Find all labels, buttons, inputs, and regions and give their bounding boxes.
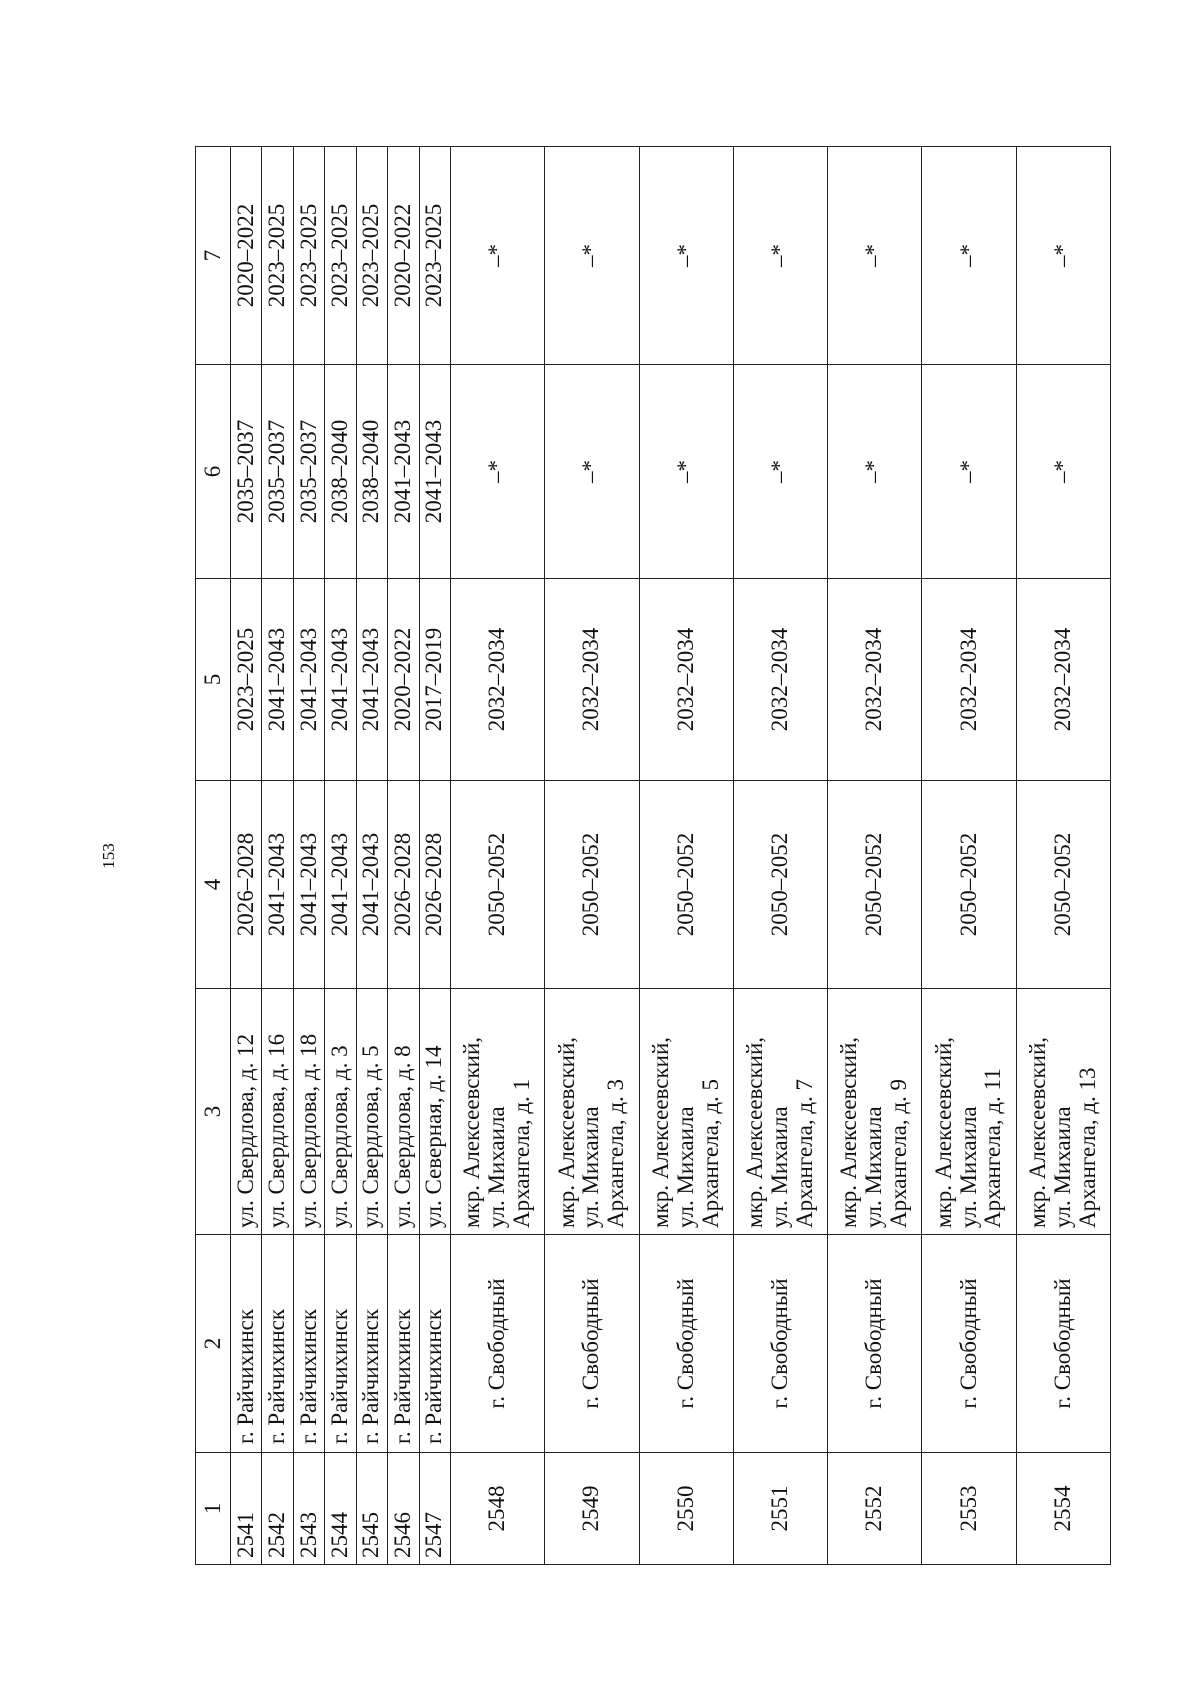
address-line: ул. Свердлова, д. 18: [295, 1033, 321, 1228]
row-number-cell: 2547: [419, 1453, 450, 1565]
period-col-7-cell: 2023–2025: [419, 147, 450, 365]
period-col-5-cell: 2041–2043: [293, 579, 324, 781]
period-col-4-cell: 2050–2052: [922, 781, 1016, 989]
schedule-table: [195, 146, 1111, 1565]
row-number-cell: 2545: [356, 1453, 387, 1565]
table-row: [922, 147, 1016, 1565]
header-col-5: 5: [196, 579, 231, 781]
row-number-cell: 2542: [262, 1453, 293, 1565]
address-cell: [325, 989, 356, 1235]
address-cell: [922, 989, 1016, 1235]
period-col-6-cell: 2041–2043: [419, 365, 450, 579]
row-number-cell: 2552: [828, 1453, 922, 1565]
table-body: [231, 147, 1111, 1565]
address-line: Архангела, д. 3: [603, 1078, 629, 1228]
period-col-5-cell: 2032–2034: [733, 579, 827, 781]
page-number: 153: [99, 843, 118, 869]
address-line: мкр. Алексеевский,: [553, 1036, 579, 1228]
table-row: [231, 147, 262, 1565]
period-col-5-cell: 2020–2022: [388, 579, 419, 781]
period-col-7-cell: 2023–2025: [262, 147, 293, 365]
period-col-4-cell: 2041–2043: [262, 781, 293, 989]
table-row: [262, 147, 293, 1565]
period-col-4-cell: 2041–2043: [325, 781, 356, 989]
period-col-5-cell: 2032–2034: [450, 579, 544, 781]
address-cell: [262, 989, 293, 1235]
row-number-cell: 2544: [325, 1453, 356, 1565]
address-line: ул. Свердлова, д. 12: [232, 1033, 258, 1228]
city-cell: г. Свободный: [545, 1235, 639, 1453]
period-col-5-cell: 2017–2019: [419, 579, 450, 781]
city-cell: г. Райчихинск: [293, 1235, 324, 1453]
row-number-cell: 2554: [1016, 1453, 1110, 1565]
period-col-5-cell: 2023–2025: [231, 579, 262, 781]
header-col-3: 3: [196, 989, 231, 1235]
row-number-cell: 2550: [639, 1453, 733, 1565]
period-col-4-cell: 2026–2028: [419, 781, 450, 989]
address-line: ул. Михаила: [861, 1106, 887, 1228]
address-cell: [639, 989, 733, 1235]
period-col-5-cell: 2032–2034: [922, 579, 1016, 781]
city-cell: г. Райчихинск: [388, 1235, 419, 1453]
period-col-4-cell: 2050–2052: [450, 781, 544, 989]
city-cell: г. Свободный: [639, 1235, 733, 1453]
row-number-cell: 2546: [388, 1453, 419, 1565]
address-cell: [545, 989, 639, 1235]
period-col-7-cell: –*: [545, 147, 639, 365]
table-row: [293, 147, 324, 1565]
address-line: мкр. Алексеевский,: [930, 1036, 956, 1228]
period-col-6-cell: 2035–2037: [293, 365, 324, 579]
address-line: ул. Михаила: [1049, 1106, 1075, 1228]
row-number-cell: 2551: [733, 1453, 827, 1565]
header-col-7: 7: [196, 147, 231, 365]
table-row: [828, 147, 922, 1565]
address-line: мкр. Алексеевский,: [742, 1036, 768, 1228]
header-col-4: 4: [196, 781, 231, 989]
row-number-cell: 2549: [545, 1453, 639, 1565]
row-number-cell: 2541: [231, 1453, 262, 1565]
city-cell: г. Райчихинск: [231, 1235, 262, 1453]
row-number-cell: 2553: [922, 1453, 1016, 1565]
address-line: ул. Свердлова, д. 5: [358, 1045, 384, 1228]
period-col-5-cell: 2041–2043: [325, 579, 356, 781]
table-row: [639, 147, 733, 1565]
address-line: ул. Северная, д. 14: [421, 1045, 447, 1228]
period-col-7-cell: –*: [639, 147, 733, 365]
period-col-6-cell: 2035–2037: [231, 365, 262, 579]
address-line: ул. Свердлова, д. 8: [389, 1045, 415, 1228]
period-col-5-cell: 2032–2034: [828, 579, 922, 781]
address-line: Архангела, д. 5: [697, 1078, 723, 1228]
header-col-2: 2: [196, 1235, 231, 1453]
period-col-5-cell: 2032–2034: [545, 579, 639, 781]
table-row: [450, 147, 544, 1565]
city-cell: г. Райчихинск: [419, 1235, 450, 1453]
city-cell: г. Свободный: [733, 1235, 827, 1453]
period-col-4-cell: 2050–2052: [1016, 781, 1110, 989]
table-row: [733, 147, 827, 1565]
period-col-7-cell: –*: [733, 147, 827, 365]
period-col-7-cell: 2023–2025: [325, 147, 356, 365]
address-line: ул. Михаила: [578, 1106, 604, 1228]
row-number-cell: 2543: [293, 1453, 324, 1565]
city-cell: г. Свободный: [922, 1235, 1016, 1453]
address-line: Архангела, д. 13: [1074, 1067, 1100, 1228]
address-line: мкр. Алексеевский,: [1025, 1036, 1051, 1228]
address-line: ул. Михаила: [767, 1106, 793, 1228]
city-cell: г. Райчихинск: [262, 1235, 293, 1453]
address-line: ул. Михаила: [672, 1106, 698, 1228]
period-col-6-cell: 2038–2040: [356, 365, 387, 579]
address-line: мкр. Алексеевский,: [836, 1036, 862, 1228]
address-cell: [293, 989, 324, 1235]
address-cell: [231, 989, 262, 1235]
period-col-4-cell: 2050–2052: [545, 781, 639, 989]
header-col-6: 6: [196, 365, 231, 579]
table-row: [356, 147, 387, 1565]
period-col-4-cell: 2026–2028: [231, 781, 262, 989]
header-col-1: 1: [196, 1453, 231, 1565]
address-line: ул. Михаила: [955, 1106, 981, 1228]
period-col-4-cell: 2026–2028: [388, 781, 419, 989]
city-cell: г. Свободный: [828, 1235, 922, 1453]
city-cell: г. Свободный: [1016, 1235, 1110, 1453]
period-col-6-cell: 2035–2037: [262, 365, 293, 579]
table-row: [545, 147, 639, 1565]
city-cell: г. Свободный: [450, 1235, 544, 1453]
period-col-4-cell: 2050–2052: [639, 781, 733, 989]
period-col-7-cell: 2020–2022: [231, 147, 262, 365]
period-col-4-cell: 2050–2052: [828, 781, 922, 989]
address-cell: [828, 989, 922, 1235]
period-col-7-cell: –*: [1016, 147, 1110, 365]
period-col-7-cell: –*: [922, 147, 1016, 365]
address-line: ул. Свердлова, д. 3: [327, 1045, 353, 1228]
rotated-table-frame: [195, 147, 1111, 1565]
period-col-7-cell: 2020–2022: [388, 147, 419, 365]
period-col-7-cell: 2023–2025: [356, 147, 387, 365]
period-col-7-cell: 2023–2025: [293, 147, 324, 365]
period-col-6-cell: –*: [639, 365, 733, 579]
address-line: Архангела, д. 9: [886, 1078, 912, 1228]
period-col-6-cell: 2041–2043: [388, 365, 419, 579]
period-col-6-cell: –*: [545, 365, 639, 579]
table-row: [388, 147, 419, 1565]
period-col-5-cell: 2041–2043: [262, 579, 293, 781]
address-cell: [450, 989, 544, 1235]
city-cell: г. Райчихинск: [325, 1235, 356, 1453]
period-col-6-cell: –*: [450, 365, 544, 579]
address-line: Архангела, д. 1: [509, 1078, 534, 1228]
address-cell: [419, 989, 450, 1235]
period-col-6-cell: –*: [922, 365, 1016, 579]
address-line: ул. Михаила: [484, 1106, 510, 1228]
address-line: мкр. Алексеевский,: [459, 1036, 485, 1228]
header-row: [196, 147, 231, 1565]
row-number-cell: 2548: [450, 1453, 544, 1565]
period-col-4-cell: 2041–2043: [356, 781, 387, 989]
address-cell: [356, 989, 387, 1235]
period-col-6-cell: –*: [828, 365, 922, 579]
address-line: мкр. Алексеевский,: [647, 1036, 673, 1228]
period-col-5-cell: 2041–2043: [356, 579, 387, 781]
schedule-table-container: [195, 147, 1111, 1565]
period-col-5-cell: 2032–2034: [1016, 579, 1110, 781]
period-col-4-cell: 2041–2043: [293, 781, 324, 989]
period-col-6-cell: –*: [1016, 365, 1110, 579]
address-cell: [733, 989, 827, 1235]
period-col-5-cell: 2032–2034: [639, 579, 733, 781]
table-row: [419, 147, 450, 1565]
period-col-7-cell: –*: [828, 147, 922, 365]
address-cell: [1016, 989, 1110, 1235]
table-row: [1016, 147, 1110, 1565]
period-col-4-cell: 2050–2052: [733, 781, 827, 989]
address-line: Архангела, д. 7: [791, 1078, 817, 1228]
address-cell: [388, 989, 419, 1235]
city-cell: г. Райчихинск: [356, 1235, 387, 1453]
period-col-6-cell: 2038–2040: [325, 365, 356, 579]
period-col-7-cell: –*: [450, 147, 544, 365]
address-line: ул. Свердлова, д. 16: [264, 1033, 290, 1228]
period-col-6-cell: –*: [733, 365, 827, 579]
table-row: [325, 147, 356, 1565]
address-line: Архангела, д. 11: [980, 1068, 1006, 1228]
